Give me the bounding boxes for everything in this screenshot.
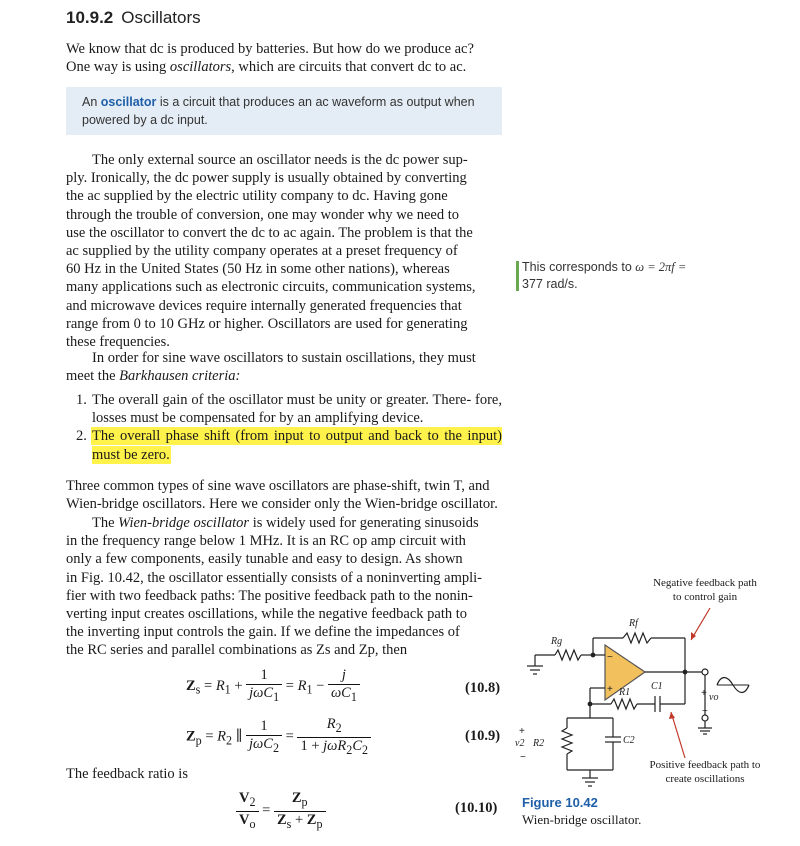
criteria-list xyxy=(66,391,502,464)
intro-paragraph xyxy=(66,40,506,76)
figure-label: Figure 10.42 xyxy=(522,795,598,810)
paragraph-1-line: many applications such as electronic circuits, communication systems, xyxy=(66,279,476,296)
label-v2: v2 xyxy=(515,738,525,749)
paragraph-2-line-2: meet the Barkhausen criteria: xyxy=(66,368,241,385)
paragraph-1-line: 60 Hz in the United States (50 Hz in some other nations), whereas xyxy=(66,261,450,278)
label-r2: R2 xyxy=(533,738,545,749)
figure-caption: Wien-bridge oscillator. xyxy=(522,812,642,827)
paragraph-2 xyxy=(66,349,502,385)
criteria-item-2: 2. The overall phase shift (from input to output and back to the input) must be zero. xyxy=(76,428,502,463)
paragraph-1-line: use the oscillator to convert the dc to ac again. The problem is that the xyxy=(66,224,473,241)
equation-number-10-9: (10.9) xyxy=(465,728,501,744)
criteria-item-1: 1. The overall gain of the oscillator must be unity or greater. There- fore, losses must be compensated for by an amplifying device. xyxy=(76,392,502,427)
svg-text:+: + xyxy=(519,726,525,737)
section-title: Oscillators xyxy=(121,8,201,27)
equation-10-9: $Z_p = R_2$ ∥ $\frac{1}{j\omega C_2}$ = $\frac{R_2}{1 + j\omega R_2C_2}$ xyxy=(186,716,371,759)
paragraph-1-line: ply. Ironically, the dc power supply is usually obtained by converting xyxy=(66,170,467,187)
svg-text:+: + xyxy=(701,688,707,699)
resistor-r2 xyxy=(562,728,572,754)
label-rg: Rg xyxy=(551,636,563,647)
section-heading xyxy=(66,8,201,28)
equation-10-8: $Z_s = R_1$ + $\frac{1}{j\omega C_1}$ = $R_1$ − $\frac{j}{\omega C_1}$ xyxy=(186,667,360,706)
paragraph-1-line: range from 0 to 10 GHz or higher. Oscillators are used for generating xyxy=(66,315,468,332)
label-vo: vo xyxy=(709,692,719,703)
paragraph-1-line: and microwave devices require internally generated frequencies that xyxy=(66,297,462,314)
definition-box xyxy=(66,87,502,135)
section-number: 10.9.2 xyxy=(66,8,114,27)
resistor-rg xyxy=(555,650,581,660)
annotation-negative-feedback: Negative feedback path to control gain xyxy=(653,577,757,603)
paragraph-1-line: ac supplied by the utility company operates at a preset frequency of xyxy=(66,243,458,260)
annotation-positive-feedback: Positive feedback path to create oscillations xyxy=(649,759,761,785)
intro-line-1: We know that dc is produced by batteries. But how do we produce ac? xyxy=(66,41,474,57)
paragraph-4: The Wien-bridge oscillator is widely used for generating sinusoids in the frequency range below 1 MHz. It is an RC op amp circuit with only a few components, easily tunable and easy to design. As shown in Fig. 10.42, the oscillator essentially consists of a noninverting ampli- fier with two feedback paths: The positive feedback path to the nonin- verting input creates oscillations, while the negative feedback path to the inverting input controls the gain. If we define the impedances of the RC series and parallel combinations as Zs and Zp, then xyxy=(66,515,483,659)
resistor-r1 xyxy=(611,699,637,709)
resistor-rf xyxy=(623,633,651,643)
wien-bridge-circuit xyxy=(505,600,795,800)
paragraph-1-line: through the trouble of conversion, one may wonder why we need to xyxy=(66,206,460,223)
label-c1: C1 xyxy=(651,681,663,692)
paragraph-1-line: the ac supplied by the electric utility company to dc. Having gone xyxy=(66,188,448,205)
margin-note-bar xyxy=(516,261,519,291)
equation-10-10: $\frac{V_2}{V_o}$ = $\frac{Z_p}{Z_s + Z_p}$ xyxy=(236,790,326,833)
definition-term: oscillator xyxy=(100,95,157,109)
intro-line-2: One way is using oscillators, which are circuits that convert dc to ac. xyxy=(66,59,467,76)
feedback-ratio-label: The feedback ratio is xyxy=(66,766,188,782)
svg-text:−: − xyxy=(607,652,613,663)
definition-text: An oscillator is a circuit that produces an ac waveform as output when powered by a dc input. xyxy=(82,95,475,127)
svg-text:+: + xyxy=(607,684,613,695)
svg-text:−: − xyxy=(702,706,708,717)
highlighted-criterion: The overall phase shift (from input to output and back to the input) must be zero. xyxy=(92,428,502,463)
paragraph-2-line-1: In order for sine wave oscillators to sustain oscillations, they must xyxy=(92,350,476,366)
paragraph-1-line: The only external source an oscillator needs is the dc power sup- xyxy=(92,152,468,168)
label-rf: Rf xyxy=(629,618,638,629)
paragraph-1-line: these frequencies. xyxy=(66,334,170,351)
margin-note: This corresponds to ω = 2πf = 377 rad/s. xyxy=(522,259,762,293)
svg-text:−: − xyxy=(520,752,526,763)
paragraph-1 xyxy=(66,151,502,351)
label-c2: C2 xyxy=(623,735,635,746)
label-r1: R1 xyxy=(619,687,631,698)
paragraph-3: Three common types of sine wave oscillators are phase-shift, twin T, and Wien-bridge oscillators. Here we consider only the Wien-bridge oscillator. xyxy=(66,478,498,513)
equation-number-10-10: (10.10) xyxy=(455,800,498,816)
equation-number-10-8: (10.8) xyxy=(465,680,501,696)
margin-note-math: ω = 2πf = xyxy=(635,260,687,274)
